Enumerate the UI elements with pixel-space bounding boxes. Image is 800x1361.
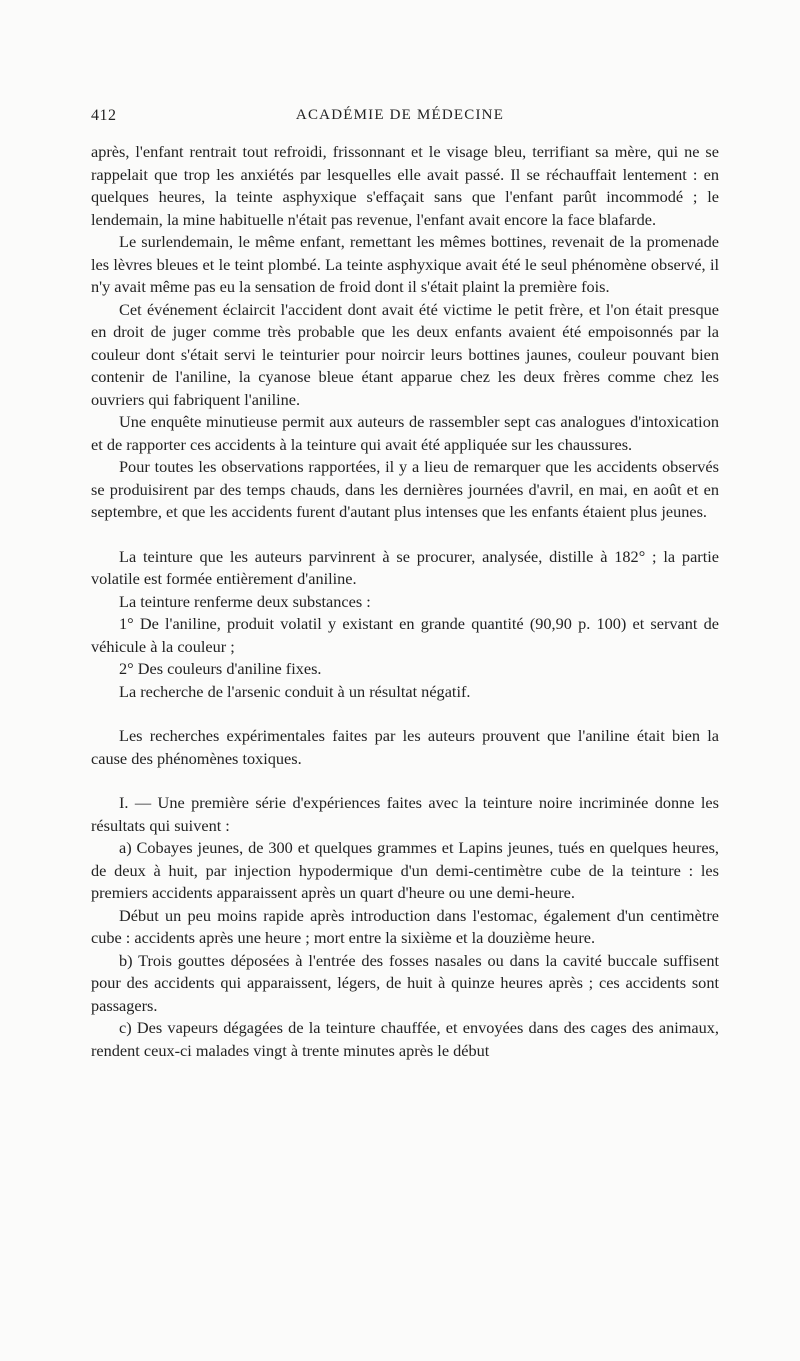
paragraph-enquete: Une enquête minutieuse permit aux auteurs de rassembler sept cas analogues d'intoxication et de rapporter ces accidents à la teinture qui avait été appliquée sur les chaussures.	[91, 412, 719, 454]
paragraph-arsenic: La recherche de l'arsenic conduit à un résultat négatif.	[119, 681, 471, 701]
paragraph-recherches: Les recherches expérimentales faites par les auteurs prouvent que l'aniline était bien la cause des phénomènes toxiques.	[91, 726, 719, 768]
paragraph-substances: La teinture renferme deux substances :	[119, 591, 371, 611]
paragraph-analyse: La teinture que les auteurs parvinrent à se procurer, analysée, distille à 182° ; la partie volatile est formée entièrement d'aniline.	[91, 546, 719, 588]
list-item-aniline: 1° De l'aniline, produit volatil y existant en grande quantité (90,90 p. 100) et servant de véhicule à la couleur ;	[91, 614, 719, 656]
running-title: ACADÉMIE DE MÉDECINE	[295, 107, 505, 123]
page-header	[0, 103, 800, 133]
body-text	[91, 141, 719, 1062]
page-number: 412	[91, 107, 117, 124]
paragraph-item-a: a) Cobayes jeunes, de 300 et quelques grammes et Lapins jeunes, tués en quelques heures, de deux à huit, par injection hypodermique d'un demi-centimètre cube de la teinture : les premiers accidents apparaissent après un quart d'heure ou une demi-heure.	[91, 838, 719, 902]
paragraph-serie-one: I. — Une première série d'expériences faites avec la teinture noire incriminée donne les résultats qui suivent :	[91, 793, 719, 835]
paragraph-debut: Début un peu moins rapide après introduction dans l'estomac, également d'un centimètre cube : accidents après une heure ; mort entre la sixième et la douzième heure.	[91, 905, 719, 947]
paragraph-continuation: après, l'enfant rentrait tout refroidi, frissonnant et le visage bleu, terrifiant sa mère, qui ne se rappelait que trop les anxiétés par lesquelles elle avait passé. Il se réchauffait lentement : en quelques heures, la teinte asphyxique s'effaçait sans que l'enfant parût incommodé ; le lendemain, la mine habituelle n'était pas revenue, l'enfant avait encore la face blafarde.	[91, 142, 719, 229]
paragraph-evenement: Cet événement éclaircit l'accident dont avait été victime le petit frère, et l'on était presque en droit de juger comme très probable que les deux enfants avaient été empoisonnés par la couleur dont s'était servi le teinturier pour noircir leurs bottines jaunes, couleur pouvant bien contenir de l'aniline, la cyanose bleue étant apparue chez les deux frères comme chez les ouvriers qui fabriquent l'aniline.	[91, 299, 719, 409]
paragraph-observations: Pour toutes les observations rapportées, il y a lieu de remarquer que les accidents observés se produisirent par des temps chauds, dans les dernières journées d'avril, en mai, en août et en septembre, et que les accidents furent d'autant plus intenses que les enfants étaient plus jeunes.	[91, 457, 719, 521]
paragraph-surlendemain: Le surlendemain, le même enfant, remettant les mêmes bottines, revenait de la promenade les lèvres bleues et le teint plombé. La teinte asphyxique avait été le seul phénomène observé, il n'y avait même pas eu la sensation de froid dont il s'était plaint la première fois.	[91, 232, 719, 296]
paragraph-item-c: c) Des vapeurs dégagées de la teinture chauffée, et envoyées dans des cages des animaux, rendent ceux-ci malades vingt à trente minutes après le début	[91, 1018, 719, 1060]
paragraph-item-b: b) Trois gouttes déposées à l'entrée des fosses nasales ou dans la cavité buccale suffisent pour des accidents qui apparaissent, légers, de huit à quinze heures après ; ces accidents sont passagers.	[91, 950, 719, 1015]
list-item-couleurs: 2° Des couleurs d'aniline fixes.	[119, 659, 322, 678]
